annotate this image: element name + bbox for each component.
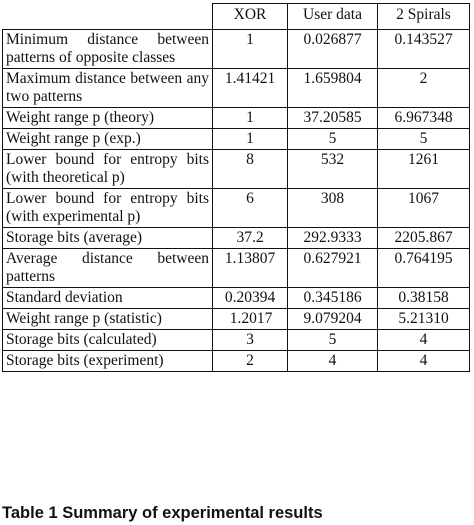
- cell-user-data: 1.659804: [288, 69, 378, 108]
- cell-user-data: 5: [288, 330, 378, 351]
- row-label: Weight range p (theory): [3, 108, 213, 129]
- header-row: [3, 4, 470, 30]
- cell-user-data: 4: [288, 351, 378, 372]
- cell-2-spirals: 2205.867: [378, 228, 470, 249]
- table-caption: Table 1 Summary of experimental results: [2, 504, 323, 522]
- row-label: Storage bits (average): [3, 228, 213, 249]
- cell-2-spirals: 4: [378, 330, 470, 351]
- cell-xor: 1: [213, 108, 288, 129]
- row-label: Minimum distance between patterns of opposite classes: [3, 30, 213, 69]
- cell-2-spirals: 1067: [378, 189, 470, 228]
- cell-2-spirals: 1261: [378, 150, 470, 189]
- cell-xor: 1: [213, 30, 288, 69]
- cell-xor: 37.2: [213, 228, 288, 249]
- results-table-container: [2, 3, 472, 372]
- cell-user-data: 9.079204: [288, 309, 378, 330]
- row-label: Storage bits (calculated): [3, 330, 213, 351]
- cell-user-data: 308: [288, 189, 378, 228]
- cell-user-data: 532: [288, 150, 378, 189]
- row-label: Maximum distance between any two patterns: [3, 69, 213, 108]
- row-label: Average distance between patterns: [3, 249, 213, 288]
- cell-2-spirals: 6.967348: [378, 108, 470, 129]
- table-row: [3, 351, 470, 372]
- header-2-spirals: 2 Spirals: [378, 4, 470, 30]
- cell-user-data: 0.627921: [288, 249, 378, 288]
- cell-2-spirals: 5: [378, 129, 470, 150]
- cell-2-spirals: 0.143527: [378, 30, 470, 69]
- cell-user-data: 37.20585: [288, 108, 378, 129]
- cell-xor: 1: [213, 129, 288, 150]
- cell-xor: 1.41421: [213, 69, 288, 108]
- cell-xor: 8: [213, 150, 288, 189]
- cell-user-data: 0.026877: [288, 30, 378, 69]
- table-row: [3, 129, 470, 150]
- table-row: [3, 309, 470, 330]
- header-xor: XOR: [213, 4, 288, 30]
- table-row: [3, 330, 470, 351]
- cell-user-data: 292.9333: [288, 228, 378, 249]
- table-row: [3, 189, 470, 228]
- cell-xor: 1.13807: [213, 249, 288, 288]
- table-row: [3, 288, 470, 309]
- header-blank-cell: [3, 4, 213, 30]
- cell-2-spirals: 4: [378, 351, 470, 372]
- table-row: [3, 150, 470, 189]
- cell-xor: 3: [213, 330, 288, 351]
- cell-user-data: 0.345186: [288, 288, 378, 309]
- row-label: Lower bound for entropy bits (with experimental p): [3, 189, 213, 228]
- cell-xor: 1.2017: [213, 309, 288, 330]
- row-label: Lower bound for entropy bits (with theoretical p): [3, 150, 213, 189]
- cell-2-spirals: 2: [378, 69, 470, 108]
- header-user-data: User data: [288, 4, 378, 30]
- table-row: [3, 108, 470, 129]
- table-row: [3, 30, 470, 69]
- table-row: [3, 228, 470, 249]
- cell-xor: 2: [213, 351, 288, 372]
- cell-xor: 6: [213, 189, 288, 228]
- table-row: [3, 249, 470, 288]
- row-label: Storage bits (experiment): [3, 351, 213, 372]
- table-row: [3, 69, 470, 108]
- row-label: Weight range p (statistic): [3, 309, 213, 330]
- cell-2-spirals: 0.764195: [378, 249, 470, 288]
- cell-2-spirals: 0.38158: [378, 288, 470, 309]
- cell-user-data: 5: [288, 129, 378, 150]
- cell-xor: 0.20394: [213, 288, 288, 309]
- cell-2-spirals: 5.21310: [378, 309, 470, 330]
- row-label: Standard deviation: [3, 288, 213, 309]
- results-table: [2, 3, 470, 372]
- row-label: Weight range p (exp.): [3, 129, 213, 150]
